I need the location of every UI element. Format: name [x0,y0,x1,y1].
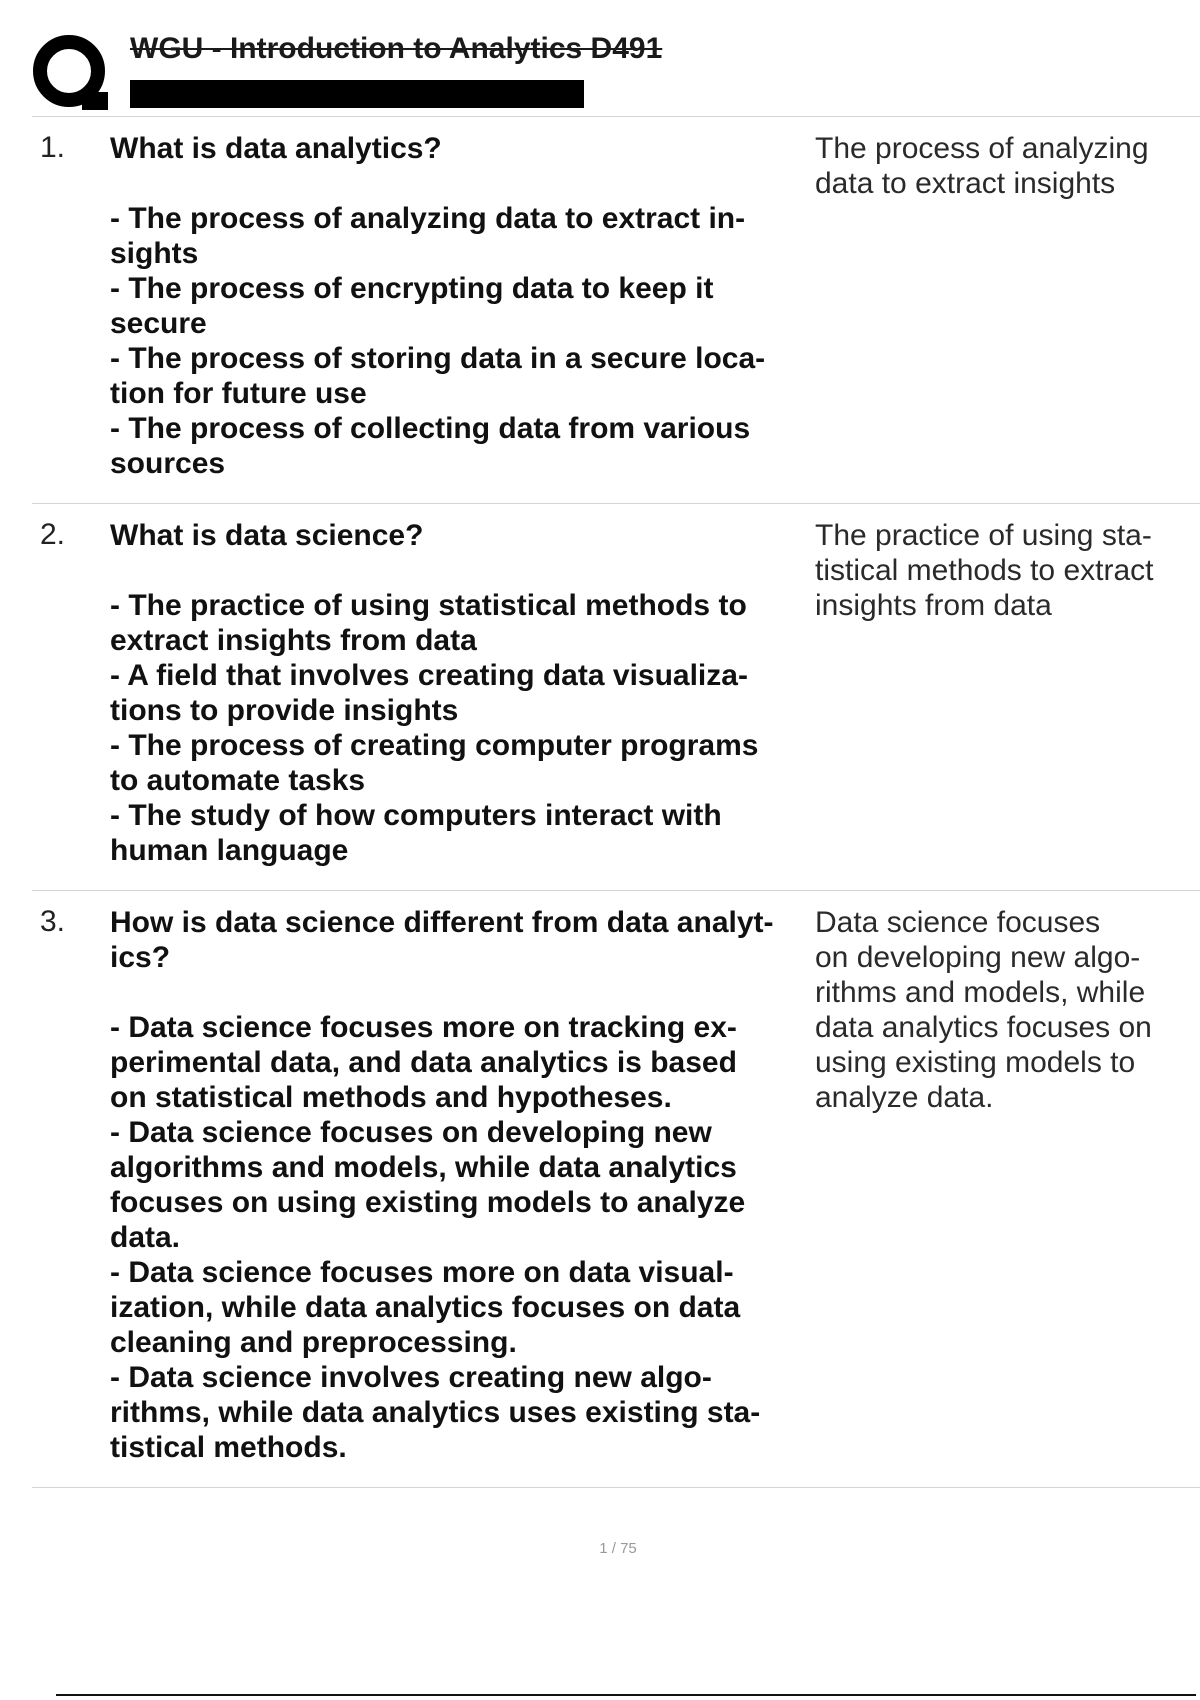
question-text: What is data science? - The practice of using statistical methods to extract insights from data - A field that involves creating data visualiza- tions to provide insights - The process of creating computer programs to automate tasks - The study of how computers interact with human language [110,519,759,867]
question-number: 1. [40,131,66,164]
redacted-block [130,80,584,108]
question-row-2 [32,504,1200,891]
answer-text: Data science focuses on developing new algo- rithms and models, while data analytics focuses on using existing models to analyze data. [815,906,1152,1114]
question-row-3 [32,891,1200,1488]
q-logo-icon [32,34,114,116]
question-number: 3. [40,905,66,938]
question-row-1 [32,117,1200,504]
question-text: How is data science different from data analyt- ics? - Data science focuses more on tracking ex- perimental data, and data analytics is based on statistical methods and hypotheses. - Data science focuses on developing new algorithms and models, while data analytics focuses on using existing models to analyze data. - Data science focuses more on data visual- ization, while data analytics focuses on data cleaning and preprocessing. - Data science involves creating new algo- rithms, while data analytics uses existing sta- tistical methods. [110,906,774,1464]
answer-text: The process of analyzing data to extract insights [815,132,1149,200]
question-number: 2. [40,518,66,551]
document-title: WGU - Introduction to Analytics D491 [130,32,663,65]
document-header [28,30,1188,120]
page-bottom-divider [56,1694,1196,1696]
answer-text: The practice of using sta- tistical methods to extract insights from data [815,519,1154,622]
question-list [32,116,1200,1488]
question-text: What is data analytics? - The process of analyzing data to extract in- sights - The process of encrypting data to keep it secure - The process of storing data in a secure loca- tion for future use - The process of collecting data from various sources [110,132,766,480]
page-indicator: 1 / 75 [599,1540,637,1557]
